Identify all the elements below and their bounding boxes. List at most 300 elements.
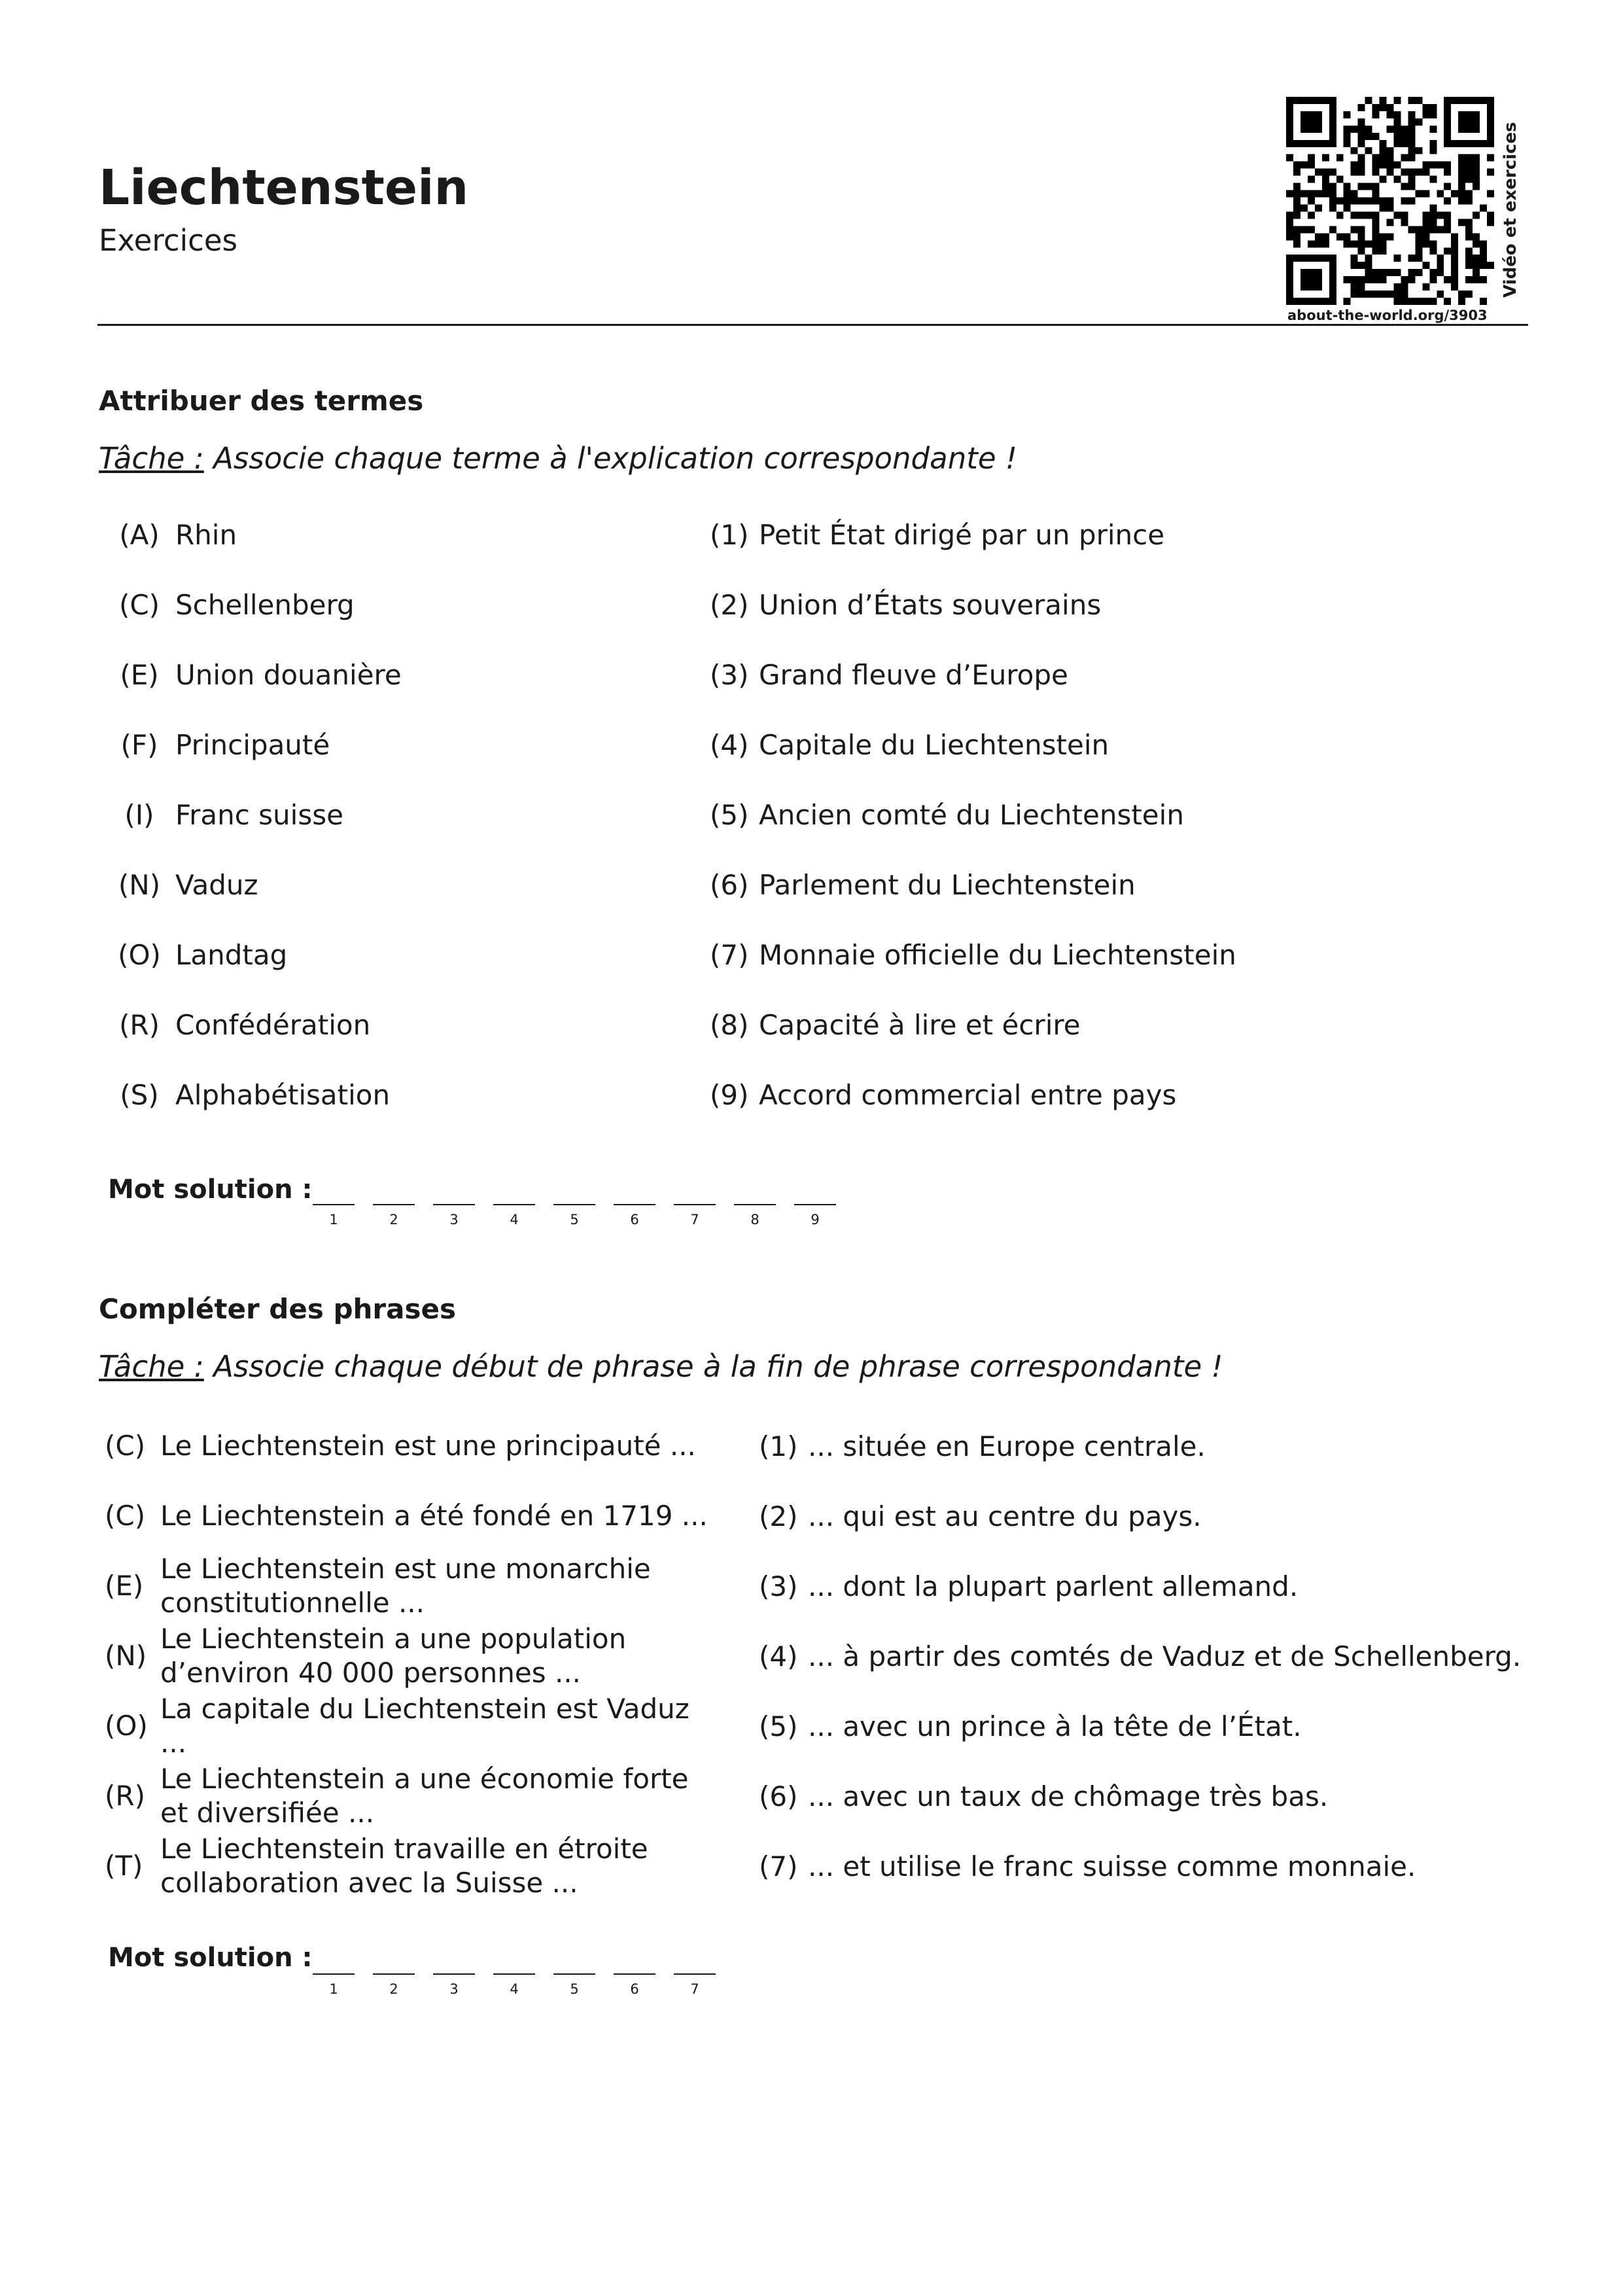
sentence-start-code: (R) <box>105 1780 145 1812</box>
qr-module <box>1473 176 1480 183</box>
qr-module <box>1308 226 1315 233</box>
qr-module <box>1487 219 1494 226</box>
sentence-end-text: ... à partir des comtés de Vaduz et de Schellenberg. <box>808 1640 1522 1672</box>
qr-module <box>1422 211 1429 219</box>
qr-module <box>1372 169 1380 176</box>
qr-module <box>1480 262 1487 269</box>
qr-module <box>1365 255 1372 262</box>
qr-module <box>1372 291 1380 298</box>
qr-module <box>1401 211 1408 219</box>
qr-module <box>1380 176 1387 183</box>
qr-module <box>1393 118 1401 126</box>
explanation-code: (3) <box>710 659 749 691</box>
qr-module <box>1444 162 1451 169</box>
qr-module <box>1393 97 1401 104</box>
sentence-end-text: ... avec un taux de chômage très bas. <box>808 1780 1329 1812</box>
qr-module <box>1408 276 1415 283</box>
qr-module <box>1444 219 1451 226</box>
qr-module <box>1408 140 1415 147</box>
qr-module <box>1487 190 1494 198</box>
term-text: Principauté <box>175 729 330 761</box>
qr-module <box>1358 276 1365 283</box>
blank-line <box>373 1973 415 1975</box>
qr-module <box>1344 190 1351 198</box>
qr-module <box>1473 183 1480 190</box>
solution-blank[interactable] <box>674 1973 734 2019</box>
qr-module <box>1293 183 1300 190</box>
qr-module <box>1293 162 1300 169</box>
sentence-start-text: La capitale du Liechtenstein est Vaduz ... <box>160 1693 689 1759</box>
qr-module <box>1458 169 1465 176</box>
qr-module <box>1365 291 1372 298</box>
qr-module <box>1365 126 1372 133</box>
blank-line <box>493 1973 535 1975</box>
sentence-start-text: Le Liechtenstein travaille en étroite collaboration avec la Suisse ... <box>160 1833 648 1899</box>
solution-blank[interactable] <box>794 1204 854 1250</box>
qr-module <box>1415 169 1422 176</box>
blank-line <box>493 1204 535 1205</box>
qr-module <box>1380 233 1387 240</box>
sentence-end-text: ... qui est au centre du pays. <box>808 1500 1202 1532</box>
solution-blank[interactable] <box>553 1204 614 1250</box>
qr-module <box>1473 154 1480 162</box>
qr-module <box>1372 226 1380 233</box>
qr-module <box>1393 140 1401 147</box>
explanation-code: (7) <box>710 939 749 971</box>
qr-module <box>1458 183 1465 190</box>
qr-module <box>1351 262 1358 269</box>
blank-number: 2 <box>389 1981 398 1997</box>
qr-module <box>1465 233 1473 240</box>
qr-module <box>1429 298 1437 305</box>
solution-blank[interactable] <box>493 1973 553 2019</box>
qr-module <box>1422 240 1429 247</box>
solution-blank[interactable] <box>433 1204 493 1250</box>
blank-number: 1 <box>329 1981 338 1997</box>
qr-module <box>1444 298 1451 305</box>
task-text: Associe chaque début de phrase à la fin de phrase correspondante ! <box>203 1349 1223 1384</box>
blank-line <box>614 1973 655 1975</box>
qr-module <box>1372 183 1380 190</box>
qr-module <box>1380 291 1387 298</box>
qr-module <box>1480 276 1487 283</box>
qr-module <box>1351 162 1358 169</box>
qr-module <box>1401 298 1408 305</box>
sentence-end-code: (7) <box>759 1850 798 1882</box>
qr-module <box>1473 240 1480 247</box>
solution-blanks[interactable] <box>313 1973 734 2019</box>
blank-number: 5 <box>570 1981 579 1997</box>
qr-module <box>1465 169 1473 176</box>
solution-blank[interactable] <box>614 1204 674 1250</box>
qr-module <box>1365 198 1372 205</box>
sentence-end-code: (6) <box>759 1780 798 1812</box>
explanation-text: Grand fleuve d’Europe <box>759 659 1068 691</box>
qr-module <box>1393 255 1401 262</box>
qr-module <box>1315 190 1322 198</box>
qr-module <box>1415 147 1422 154</box>
qr-module <box>1315 240 1322 247</box>
sentence-start <box>105 1690 726 1762</box>
blank-line <box>674 1973 716 1975</box>
qr-module <box>1408 118 1415 126</box>
qr-module <box>1437 291 1444 298</box>
qr-module <box>1329 183 1336 190</box>
qr-module <box>1365 147 1372 154</box>
task-instruction-terms <box>99 441 1017 476</box>
qr-module <box>1458 176 1465 183</box>
qr-module <box>1344 126 1351 133</box>
qr-module <box>1415 255 1422 262</box>
page-title: Liechtenstein <box>99 160 469 216</box>
qr-module <box>1365 97 1372 104</box>
solution-blank[interactable] <box>493 1204 553 1250</box>
qr-module <box>1401 183 1408 190</box>
qr-module <box>1322 183 1329 190</box>
qr-module <box>1387 198 1394 205</box>
qr-module <box>1387 104 1394 111</box>
qr-module <box>1358 133 1365 140</box>
blank-number: 4 <box>510 1212 519 1227</box>
qr-module <box>1351 291 1358 298</box>
qr-module <box>1372 133 1380 140</box>
explanation-code: (6) <box>710 869 749 901</box>
sentence-end-text: ... et utilise le franc suisse comme monnaie. <box>808 1850 1416 1882</box>
explanation-text: Monnaie officielle du Liechtenstein <box>759 939 1236 971</box>
solution-blank[interactable] <box>553 1973 614 2019</box>
qr-module <box>1429 111 1437 118</box>
qr-module <box>1408 133 1415 140</box>
qr-module <box>1322 240 1329 247</box>
qr-finder <box>1300 269 1322 291</box>
qr-module <box>1351 276 1358 283</box>
solution-blank[interactable] <box>373 1973 433 2019</box>
explanation-text: Capitale du Liechtenstein <box>759 729 1109 761</box>
blank-number: 3 <box>449 1212 459 1227</box>
solution-label: Mot solution : <box>108 1943 313 1973</box>
qr-module <box>1336 211 1344 219</box>
qr-module <box>1351 211 1358 219</box>
qr-module <box>1393 176 1401 183</box>
qr-module <box>1308 154 1315 162</box>
qr-module <box>1415 269 1422 276</box>
qr-module <box>1344 276 1351 283</box>
qr-module <box>1336 176 1344 183</box>
qr-module <box>1387 269 1394 276</box>
qr-module <box>1358 291 1365 298</box>
qr-module <box>1429 204 1437 211</box>
qr-module <box>1286 211 1293 219</box>
qr-module <box>1458 190 1465 198</box>
qr-module <box>1437 226 1444 233</box>
explanation-code: (5) <box>710 799 749 831</box>
qr-module <box>1422 283 1429 291</box>
term-code: (I) <box>124 799 154 831</box>
qr-module <box>1351 198 1358 205</box>
qr-module <box>1415 118 1422 126</box>
section-heading-sentences: Compléter des phrases <box>99 1293 456 1325</box>
qr-module <box>1308 190 1315 198</box>
qr-module <box>1429 162 1437 169</box>
qr-module <box>1351 226 1358 233</box>
sentence-start-text: Le Liechtenstein a une population d’environ 40 000 personnes ... <box>160 1623 627 1689</box>
solution-blank[interactable] <box>674 1204 734 1250</box>
term-text: Landtag <box>175 939 288 971</box>
qr-module <box>1358 183 1365 190</box>
qr-module <box>1480 298 1487 305</box>
qr-module <box>1380 104 1387 111</box>
explanation-text: Union d’États souverains <box>759 589 1102 621</box>
blank-line <box>553 1204 595 1205</box>
sentence-start-text: Le Liechtenstein est une principauté ... <box>160 1430 696 1462</box>
qr-module <box>1308 176 1315 183</box>
qr-module <box>1451 269 1458 276</box>
blank-line <box>794 1204 836 1205</box>
sentence-start-text: Le Liechtenstein a une économie forte et diversifiée ... <box>160 1763 689 1829</box>
qr-module <box>1387 162 1394 169</box>
qr-module <box>1480 255 1487 262</box>
qr-module <box>1465 262 1473 269</box>
solution-blank[interactable] <box>373 1204 433 1250</box>
qr-module <box>1429 140 1437 147</box>
qr-module <box>1473 269 1480 276</box>
qr-module <box>1408 226 1415 233</box>
qr-module <box>1344 111 1351 118</box>
page-subtitle: Exercices <box>99 223 237 258</box>
qr-module <box>1401 198 1408 205</box>
qr-module <box>1465 247 1473 255</box>
qr-module <box>1465 154 1473 162</box>
solution-blank[interactable] <box>313 1973 373 2019</box>
qr-module <box>1451 276 1458 283</box>
qr-module <box>1336 154 1344 162</box>
qr-module <box>1300 190 1308 198</box>
qr-module <box>1315 204 1322 211</box>
qr-module <box>1329 226 1336 233</box>
qr-module <box>1351 169 1358 176</box>
qr-module <box>1329 169 1336 176</box>
qr-module <box>1473 233 1480 240</box>
sentence-start <box>105 1410 726 1482</box>
qr-module <box>1358 240 1365 247</box>
qr-module <box>1372 111 1380 118</box>
qr-module <box>1315 233 1322 240</box>
qr-module <box>1401 126 1408 133</box>
qr-module <box>1387 233 1394 240</box>
qr-module <box>1344 198 1351 205</box>
sentence-start-code: (C) <box>105 1500 146 1532</box>
solution-blank[interactable] <box>313 1204 373 1250</box>
qr-module <box>1429 240 1437 247</box>
qr-module <box>1365 133 1372 140</box>
blank-line <box>433 1204 475 1205</box>
qr-module <box>1401 133 1408 140</box>
term-code: (N) <box>118 869 161 901</box>
qr-module <box>1437 211 1444 219</box>
qr-module <box>1380 276 1387 283</box>
qr-module <box>1358 169 1365 176</box>
qr-module <box>1401 169 1408 176</box>
qr-module <box>1351 190 1358 198</box>
solution-blank[interactable] <box>734 1204 794 1250</box>
qr-module <box>1351 283 1358 291</box>
qr-module <box>1351 126 1358 133</box>
qr-module <box>1358 233 1365 240</box>
qr-module <box>1293 169 1300 176</box>
qr-module <box>1308 198 1315 205</box>
qr-module <box>1344 204 1351 211</box>
term-text: Alphabétisation <box>175 1079 391 1111</box>
qr-module <box>1422 219 1429 226</box>
qr-module <box>1408 111 1415 118</box>
qr-code[interactable] <box>1286 97 1494 305</box>
explanation-text: Parlement du Liechtenstein <box>759 869 1136 901</box>
qr-module <box>1322 154 1329 162</box>
qr-module <box>1408 183 1415 190</box>
qr-module <box>1422 298 1429 305</box>
qr-module <box>1293 204 1300 211</box>
qr-module <box>1387 111 1394 118</box>
explanation-code: (4) <box>710 729 749 761</box>
qr-module <box>1408 298 1415 305</box>
qr-module <box>1372 154 1380 162</box>
qr-module <box>1358 211 1365 219</box>
term-code: (S) <box>120 1079 159 1111</box>
qr-module <box>1308 162 1315 169</box>
qr-module <box>1351 147 1358 154</box>
sentence-end-text: ... dont la plupart parlent allemand. <box>808 1570 1299 1602</box>
qr-module <box>1286 154 1293 162</box>
sentence-end-code: (2) <box>759 1500 798 1532</box>
qr-module <box>1380 204 1387 211</box>
qr-module <box>1451 255 1458 262</box>
qr-module <box>1365 211 1372 219</box>
qr-side-label: Vidéo et exercices <box>1501 122 1520 298</box>
qr-module <box>1480 240 1487 247</box>
qr-module <box>1322 190 1329 198</box>
qr-module <box>1393 126 1401 133</box>
qr-module <box>1344 233 1351 240</box>
term-code: (O) <box>118 939 161 971</box>
qr-module <box>1372 240 1380 247</box>
term-text: Vaduz <box>175 869 258 901</box>
qr-module <box>1408 147 1415 154</box>
qr-module <box>1480 247 1487 255</box>
qr-module <box>1401 283 1408 291</box>
qr-module <box>1429 211 1437 219</box>
qr-module <box>1372 269 1380 276</box>
qr-module <box>1351 240 1358 247</box>
qr-module <box>1380 247 1387 255</box>
qr-module <box>1465 226 1473 233</box>
qr-module <box>1293 226 1300 233</box>
qr-module <box>1380 198 1387 205</box>
qr-module <box>1458 298 1465 305</box>
qr-module <box>1372 233 1380 240</box>
qr-module <box>1415 247 1422 255</box>
qr-module <box>1387 291 1394 298</box>
qr-module <box>1415 190 1422 198</box>
sentence-end-text: ... avec un prince à la tête de l’État. <box>808 1710 1302 1742</box>
qr-module <box>1415 233 1422 240</box>
qr-module <box>1415 298 1422 305</box>
qr-module <box>1465 219 1473 226</box>
term-text: Schellenberg <box>175 589 355 621</box>
qr-module <box>1286 219 1293 226</box>
sentence-start <box>105 1830 726 1902</box>
qr-module <box>1444 276 1451 283</box>
qr-module <box>1387 204 1394 211</box>
qr-module <box>1408 169 1415 176</box>
qr-module <box>1393 291 1401 298</box>
qr-module <box>1437 162 1444 169</box>
sentence-start-code: (T) <box>105 1850 143 1882</box>
qr-module <box>1473 262 1480 269</box>
qr-module <box>1329 190 1336 198</box>
qr-module <box>1415 97 1422 104</box>
qr-module <box>1358 126 1365 133</box>
qr-module <box>1429 176 1437 183</box>
qr-module <box>1293 198 1300 205</box>
task-label: Tâche : <box>99 441 204 476</box>
qr-module <box>1444 211 1451 219</box>
qr-module <box>1444 169 1451 176</box>
explanation-text: Capacité à lire et écrire <box>759 1009 1081 1041</box>
qr-module <box>1358 198 1365 205</box>
blank-number: 8 <box>750 1212 759 1227</box>
qr-module <box>1358 154 1365 162</box>
sentence-start <box>105 1480 726 1552</box>
qr-module <box>1465 162 1473 169</box>
qr-module <box>1465 276 1473 283</box>
explanation-text: Accord commercial entre pays <box>759 1079 1177 1111</box>
qr-module <box>1365 269 1372 276</box>
qr-module <box>1351 255 1358 262</box>
qr-module <box>1380 269 1387 276</box>
qr-module <box>1473 169 1480 176</box>
qr-module <box>1300 204 1308 211</box>
qr-module <box>1293 211 1300 219</box>
qr-module <box>1422 190 1429 198</box>
sentence-start-text: Le Liechtenstein a été fondé en 1719 ... <box>160 1500 708 1532</box>
qr-module <box>1429 269 1437 276</box>
qr-module <box>1473 162 1480 169</box>
sentence-start-code: (N) <box>105 1640 147 1672</box>
blank-number: 9 <box>811 1212 820 1227</box>
blank-number: 1 <box>329 1212 338 1227</box>
qr-module <box>1393 211 1401 219</box>
qr-module <box>1308 240 1315 247</box>
explanation-text: Petit État dirigé par un prince <box>759 519 1165 551</box>
qr-module <box>1401 154 1408 162</box>
blank-line <box>313 1204 355 1205</box>
qr-module <box>1380 147 1387 154</box>
qr-module <box>1465 255 1473 262</box>
qr-url[interactable]: about-the-world.org/3903 <box>1287 308 1488 323</box>
qr-module <box>1286 233 1293 240</box>
sentence-start-code: (C) <box>105 1430 146 1462</box>
blank-number: 2 <box>389 1212 398 1227</box>
qr-module <box>1372 211 1380 219</box>
qr-module <box>1458 291 1465 298</box>
solution-blanks[interactable] <box>313 1204 854 1250</box>
qr-module <box>1401 276 1408 283</box>
qr-module <box>1487 211 1494 219</box>
solution-blank[interactable] <box>433 1973 493 2019</box>
sentence-start <box>105 1760 726 1832</box>
solution-blank[interactable] <box>614 1973 674 2019</box>
qr-module <box>1387 169 1394 176</box>
